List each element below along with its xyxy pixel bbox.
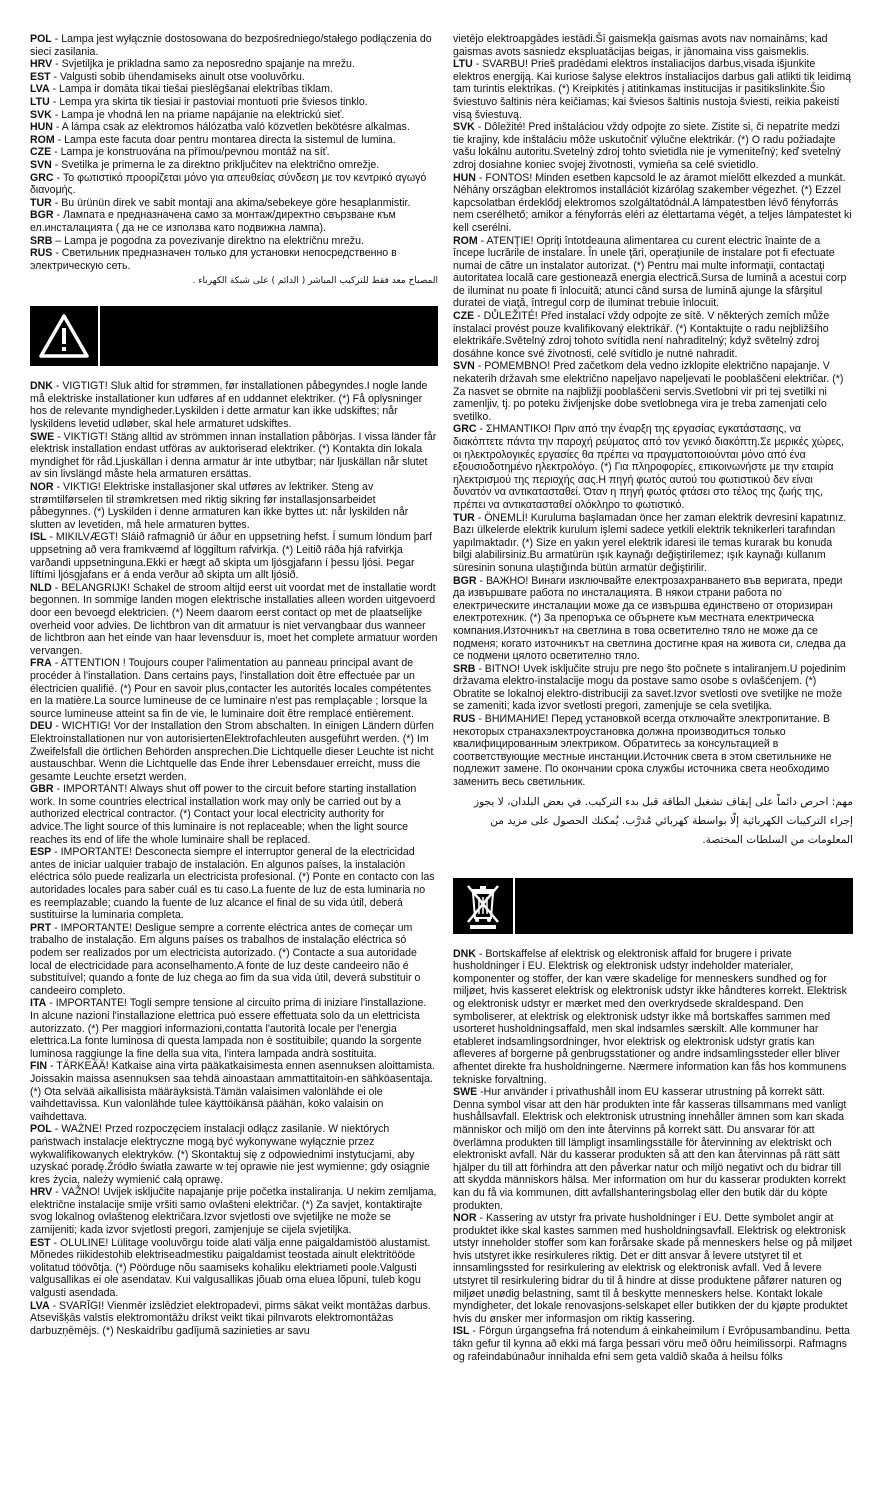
paragraph: - BITNO! Uvek isključite struju pre nego što počnete s intaliranjem.U pojedinim državama elektro-instalacije mogu da postave samo osobe s ovlašćenjem. (*) Obratite se lokalnoj elektro-distribuciji za savet.Izvor svetlosti ove svetiljke ne može se zameniti; kada izvor svetlosti pregori, zamenjuje se cela svetiljka.	[453, 662, 846, 713]
paragraph: - WICHTIG! Vor der Installation den Strom abschalten. In einigen Ländern dürfen Elektroinstallationen nur von autorisiertenElektrofachleuten ausgeführt werden. (*) Im Zweifelsfall die örtlichen Behörden ansprechen.Die Lichtquelle dieser Leuchte ist nicht austauschbar. Wenn die Lichtquelle das Ende ihrer Lebensdauer erreicht, muss die gesamte Leuchte ersetzt werden.	[30, 720, 434, 783]
paragraph: - VIKTIG! Elektriske installasjoner skal utføres av lektriker. Steng av strømtilførselen til strømkretsen med riktig sikring før installasjonsarbeidet påbegynnes. (*) Lyskilden i denne armaturen kan ikke byttes ut: når lyskilden når slutten av levetiden, må hele armaturen byttes.	[30, 481, 409, 531]
paragraph: - VAŽNO! Uvijek isključite napajanje prije početka instaliranja. U nekim zemljama, električne instalacije smije vršiti samo ovlašteni električar. (*) Za savjet, kontaktirajte svog lokalnog ovlaštenog električara.Izvor svjetlosti ove svjetiljke ne može se zamijeniti; kada izvor svjetlosti pregori, zamjenjuje se cijela svjetiljka.	[30, 1186, 437, 1237]
language-code: SVN	[30, 158, 52, 171]
language-code: DNK	[30, 380, 53, 393]
left-column	[30, 0, 438, 1337]
warning-banner	[30, 306, 438, 366]
language-code: LVA	[30, 1299, 50, 1312]
notice-text: - Το φωτιστικό προορίζεται μόνο για απευθείας σύνδεση με τον κεντρικό αγωγό διανομής.	[30, 171, 427, 197]
warning-text	[453, 172, 853, 235]
language-code: RUS	[30, 247, 53, 260]
notice-text: - Lampa je vhodná len na priame napájanie na elektrickú sieť.	[51, 108, 345, 121]
notice	[30, 109, 438, 122]
notice	[30, 146, 438, 159]
warning-text	[453, 423, 853, 511]
language-code: GBR	[30, 783, 54, 796]
warning-text	[453, 121, 853, 171]
installation-warnings	[30, 380, 438, 1337]
language-code: HRV	[30, 1186, 53, 1199]
paragraph: - ATENŢIE! Opriţi întotdeauna alimentarea cu curent electric înainte de a începe lucrările de instalare. În unele ţări, operaţiunile de instalare pot fi efectuate numai de către un instalator autorizat. (*) Pentru mai multe informaţii, contactaţi autoritatea locală care gestionează energia electrică.Sursa de lumină a acestui corp de iluminat nu poate fi înlocuită; atunci când sursa de lumină ajunge la sfârşitul duratei de viaţă, întregul corp de iluminat trebuie înlocuit.	[453, 234, 847, 310]
language-code: GRC	[453, 423, 477, 436]
notice-text: - Lampa este facuta doar pentru montarea directa la sistemul de lumina.	[54, 133, 396, 146]
notice	[30, 71, 438, 84]
warning-text	[453, 58, 853, 121]
notice-text: - Светильник предназначен только для установки непосредственно в электрическую сеть.	[30, 247, 397, 272]
paragraph: - ВНИМАНИЕ! Перед установкой всегда отключайте электропитание. В некоторых странахэлектроустановка должна производиться только квалифицированным электриком. Обратитесь за консультацией в соответствующие местные инстанции.Источник света в этом светильнике не подлежит замене. По окончании срока службы источника света необходимо заменить весь светильник.	[453, 713, 832, 789]
language-code: BGR	[453, 574, 477, 587]
language-code: FIN	[30, 1060, 48, 1073]
notice	[30, 83, 438, 96]
warning-text	[30, 922, 438, 998]
paragraph: - BELANGRIJK! Schakel de stroom altijd eerst uit voordat met de installatie wordt begonnen. In sommige landen mogen elektrische installaties alleen worden uitgevoerd door een bevoegd elektricien. (*) Neem daarom eerst contact op met de plaatselijke overheid voor advies. De lichtbron van dit armatuur is niet vervangbaar dus wanneer de lichtbron aan het einde van haar levensduur is, moet het complete armatuur worden vervangen.	[30, 581, 438, 657]
paragraph: - Kassering av utstyr fra private husholdninger i EU. Dette symbolet angir at produktet ikke skal kastes sammen med husholdningsavfall. Elektrisk og elektronisk utstyr inneholder stoffer som kan forårsake skade på menneskers helse og på miljøet hvis utstyret ikke resirkuleres riktig. Det er ditt ansvar å levere utstyret til et innsamlingssted for resirkulering av elektrisk og elektronisk avfall. Ved å levere utstyret til resirkulering bidrar du til å hindre at disse produktene påfører naturen og miljøet unødig belastning, samt til å beskytte menneskers helse. Kontakt lokale myndigheter, det lokale renovasjons-selskapet eller butikken der du kjøpte produktet hvis du ønsker mer informasjon om riktig kassering.	[453, 1212, 853, 1325]
language-code: SWE	[453, 1086, 478, 1099]
language-code: GRC	[30, 171, 54, 184]
warning-text	[453, 663, 853, 713]
language-code: BGR	[30, 209, 54, 222]
language-code: ROM	[30, 133, 55, 146]
warning-text	[30, 481, 438, 531]
weee-banner	[453, 878, 853, 934]
paragraph: - ΣΗΜΑΝΤΙΚΟ! Πριν από την έναρξη της εργασίας εγκατάστασης, να διακόπτετε πάντα την παροχή ρεύματος από τον γενικό διακόπτη.Σε μερικές χώρες, οι ηλεκτρολογικές εργασίες θα πρέπει να πραγματοποιούνται μόνο από ένα εξουσιοδοτημένο ηλεκτρολόγο. (*) Για πληροφορίες, επικοινωνήστε με την εταιρία ηλεκτρισμού της περιοχής σας.Η πηγή φωτός αυτού του φωτιστικού δεν είναι δυνατόν να αντικατασταθεί. Όταν η πηγή φωτός φτάσει στο τέλος της ζωής της, πρέπει να αντικατασταθεί ολόκληρο το φωτιστικό.	[453, 423, 844, 511]
language-code: PRT	[30, 921, 52, 934]
language-code: SVN	[453, 360, 475, 373]
notice	[30, 96, 438, 109]
paragraph: - Förgun úrgangsefna frá notendum á einkaheimilum í Evrópusambandinu. Þetta tákn gefur til kynna að ekki má farga þessari vöru með öðru heimilissorpi. Rafmagns og rafeindabúnaður innihalda efni sem geta valdið skaða á heilsu fólks	[453, 1325, 850, 1363]
weee-icon-box	[453, 878, 515, 934]
language-code: POL	[30, 33, 52, 45]
paragraph: - IMPORTANT! Always shut off power to the circuit before starting installation work. In some countries electrical installation work may only be carried out by a authorized electrical contractor. (*) Contact your local electricity authority for advice.The light source of this luminaire is not replaceable; when the light source reaches its end of life the whole luminaire shall be replaced.	[30, 783, 417, 846]
language-code: SRB	[453, 662, 476, 675]
warning-text	[30, 1300, 438, 1338]
language-code: TUR	[453, 511, 475, 524]
notice-text: - Lempa yra skirta tik tiesiai ir pastoviai montuoti prie šviesos tinklo.	[49, 95, 368, 108]
notice-text: - Bu ürünün direk ve sabit montaji ana akima/sebekeye göre hesaplanmistir.	[51, 196, 411, 209]
right-column	[453, 0, 853, 1363]
disposal-text	[453, 1212, 853, 1325]
warning-triangle-icon	[38, 313, 90, 359]
language-code: CZE	[453, 310, 475, 323]
language-code: SVK	[453, 121, 475, 134]
language-code: LTU	[30, 95, 50, 108]
paragraph: - DŮLEŽITÉ! Před instalací vždy odpojte ze sítě. V některých zemích může instalaci provést pouze kvalifikovaný elektrikář. (*) Kontaktujte o radu nejbližšího elektrikáře.Světelný zdroj tohoto svítidla není nahraditelný; když světelný zdroj dosáhne konce své životnosti, celé svítidlo je nutné nahradit.	[453, 310, 830, 360]
language-code: EST	[30, 70, 51, 83]
warning-icon-box	[30, 306, 100, 366]
paragraph: vietējo elektroapgādes iestādi.Šī gaismekļa gaismas avots nav nomaināms; kad gaismas avots sasniedz ekspluatācijas beigas, ir jānomaina viss gaismeklis.	[453, 33, 828, 58]
arabic-warning: مهم: احرص دائماً على إيقاف تشغيل الطاقة قبل بدء التركيب. في بعض البلدان، لا يجوز إجراء التركيبات الكهربائية إلّا بواسطة كهربائي مُدرَّب. يُمكنك الحصول على مزيد من المعلومات من السلطات المختصة.	[473, 795, 853, 846]
paragraph: - IMPORTANTE! Desconecta siempre el interruptor general de la electricidad antes de iniciar ualquier trabajo de instalación. En algunos países, la instalación eléctrica sólo puede realizarla un electricista profesional. (*) Ponte en contacto con las autoridades locales para saber cuál es tu caso.La fuente de luz de esta luminaria no es reemplazable; cuando la fuente de luz alcance el final de su vida útil, deberá sustituirse la luminaria completa.	[30, 846, 435, 922]
paragraph: - ATTENTION ! Toujours couper l'alimentation au panneau principal avant de procéder à l'installation. Dans certains pays, l'installation doit être effectuée par un électricien qualifié. (*) Pour en savoir plus,contacter les autorités locales compétentes en la matière.La source lumineuse de ce luminaire n'est pas remplaçable ; lorsque la source lumineuse atteint sa fin de vie, le luminaire doit être remplacé entièrement.	[30, 657, 431, 720]
warning-text	[453, 235, 853, 311]
warning-text	[30, 1060, 438, 1123]
paragraph: - FONTOS! Minden esetben kapcsold le az áramot mielőtt elkezded a munkát. Néhány országban elektromos installációt kizárólag szakember végezhet. (*) Ezzel kapcsolatban érdeklődj elektromos szolgáltatódnál.A lámpatestben lévő fényforrás nem cserélhető; amikor a fényforrás eléri az élettartama végét, a teljes lámpatestet ki kell cserélni.	[453, 171, 852, 234]
language-code: HUN	[30, 121, 53, 134]
language-code: POL	[30, 1123, 52, 1136]
paragraph: - WAŻNE! Przed rozpoczęciem instalacji odłącz zasilanie. W niektórych państwach instalacje elektryczne mogą być wykonywane wyłącznie przez wykwalifikowanych elektryków. (*) Skontaktuj się z odpowiednimi instytucjami, aby uzyskać poradę.Źródło światła zawarte w tej oprawie nie jest wymienne; gdy osiągnie kres życia, należy wymienić całą oprawę.	[30, 1123, 430, 1186]
warning-text	[453, 512, 853, 575]
installation-warnings-continued	[453, 33, 853, 850]
notice-text: - Лампата е предназначена само за монтаж/директно свързване към ел.инсталацията ( да не се използва като подвижна лампа).	[30, 209, 396, 234]
paragraph: - POMEMBNO! Pred začetkom dela vedno izklopite električno napajanje. V nekaterih državah sme električno napeljavo napeljevati le pooblaščeni električar. (*) Za nasvet se obrnite na najbližji pooblaščeni servis.Svetlobni vir pri tej svetilki ni zamenljiv, tj. po poteku življenjske dobe svetlobnega vira je treba zamenjati celo svetilko.	[453, 360, 844, 423]
paragraph: - IMPORTANTE! Desligue sempre a corrente eléctrica antes de começar um trabalho de instalação. Em alguns países os trabalhos de instalação eléctrica só podem ser realizados por um electricista autorizado. (*) Contacte a sua autoridade local de electricidade para aconselhamento.A fonte de luz deste candeeiro não é substituível; quando a fonte de luz chega ao fim da sua vida útil, deverá substituir o candeeiro completo.	[30, 921, 421, 997]
paragraph: - ÖNEMLİ! Kuruluma başlamadan önce her zaman elektrik devresini kapatınız. Bazı ülkelerde elektrik kurulum işlemi sadece yetkili elektrik teknikerleri tarafından yapılmaktadır. (*) Size en yakın yerel elektrik idaresi ile temas kurarak bu konuda bilgi alabilirsiniz.Bu armatürün ışık kaynağı değiştirilemez; ışık kaynağı kullanım süresinin sonuna ulaştığında bütün armatür değiştirilir.	[453, 511, 847, 574]
paragraph: - Bortskaffelse af elektrisk og elektronisk affald for brugere i private husholdninger i EU. Elektrisk og elektronisk udstyr indeholder materialer, komponenter og stoffer, der kan være skadelige for menneskers sundhed og for miljøet, hvis kasseret elektrisk og elektronisk udstyr ikke håndteres korrekt. Elektrisk og elektronisk udstyr er mærket med den overkrydsede skraldespand. Den symboliserer, at elektrisk og elektronisk udstyr ikke må bortskaffes sammen med usorteret husholdningsaffald, men skal indsamles særskilt. Alle kommuner har etableret indsamlingsordninger, hvor elektrisk og elektronisk udstyr gratis kan afleveres af borgerne på genbrugsstationer og andre indsamlingssteder eller bliver afhentet direkte fra husholdningerne. Nærmere information kan fås hos kommunens tekniske forvaltning.	[453, 947, 847, 1086]
warning-text	[30, 657, 438, 720]
warning-text	[30, 531, 438, 581]
weee-disposal-notices	[453, 948, 853, 1364]
warning-text	[453, 33, 853, 58]
paragraph: - VIKTIGT! Stäng alltid av strömmen innan installation påbörjas. I vissa länder får elektrisk installation endast utföras av auktoriserad elektriker. (*) Kontakta din lokala myndighet för råd.Ljuskällan i denna armatur är inte utbytbar; när ljuskällan når slutet av sin livslängd måste hela armaturen ersättas.	[30, 430, 437, 481]
notice-text: - Valgusti sobib ühendamiseks ainult otse vooluvõrku.	[50, 70, 305, 83]
paragraph: - ВАЖНО! Винаги изключвайте електрозахранването във веригата, преди да извършвате работа по инсталацията. В някои страни работа по електрическите инсталации може да се извършва единствено от оторизиран електротехник. (*) За препоръка се обърнете към местната електрическа компания.Източникът на светлина в това осветително тяло не може да се подменя; когато източникът на светлина достигне края на живота си, следва да се подмени цялото осветително тяло.	[453, 574, 846, 663]
language-code: NOR	[453, 1212, 477, 1225]
paragraph: - VIGTIGT! Sluk altid for strømmen, før installationen påbegyndes.I nogle lande må elektriske installationer kun udføres af en uddannet elektriker. (*) Få oplysninger hos de relevante myndigheder.Lyskilden i dette armatur kan ikke udskiftes; når lyskildens levetid udløber, skal hele armaturet udskiftes.	[30, 380, 428, 431]
notice	[30, 58, 438, 71]
language-code: LVA	[30, 83, 50, 96]
warning-text	[453, 713, 853, 789]
warning-text	[453, 310, 853, 360]
notice	[30, 121, 438, 134]
warning-text	[30, 783, 438, 846]
paragraph: -Hur använder i privathushåll inom EU kasserar utrustning på korrekt sätt. Denna symbol visar att den här produkten inte får kasseras tillsammans med vanligt hushållsavfall. Elektrisk och elektronisk utrustning innehåller ämnen som kan skada människor och miljö om den inte återvinns på korrekt sätt. Du ansvarar för att överlämna produkten till lämpligt insamlingsställe för återvinning av elektriskt och elektroniskt avfall. När du kasserar produkten så att den kan återvinnas på rätt sätt hjälper du till att förhindra att den påverkar natur och miljö negativt och du bidrar till att skydda människors hälsa. Mer information om hur du kasserar produkten korrekt kan du få via kommunen, ditt avfallshanteringsbolag eller den butik där du köpte produkten.	[453, 1086, 847, 1212]
language-code: ESP	[30, 846, 52, 859]
language-code: SVK	[30, 108, 52, 121]
warning-text	[30, 380, 438, 430]
notice-text: - Svjetiljka je prikladna samo za neposredno spajanje na mrežu.	[52, 58, 355, 71]
language-code: DNK	[453, 947, 476, 960]
language-code: EST	[30, 1236, 51, 1249]
notice-text: – Lampa je pogodna za povezivanje direktno na električnu mrežu.	[52, 234, 364, 247]
notice	[30, 33, 438, 58]
warning-text	[453, 360, 853, 423]
paragraph: - OLULINE! Lülitage vooluvõrgu toide alati välja enne paigaldamistöö alustamist. Mõnedes riikidestohib elektriseadmestiku paigaldamist teostada ainult elektritööde volitatud töövõtja. (*) Pöörduge nõu saamiseks kohaliku elektriameti poole.Valgusti valgusallikas ei ole asendatav. Kui valgusallikas jõuab oma eluea lõpuni, tuleb kogu valgusti asendada.	[30, 1236, 431, 1300]
warning-text	[30, 1237, 438, 1300]
notice-text: - Lampa jest wyłącznie dostosowana do bezpośredniego/stałego podłączenia do sieci zasilania.	[30, 33, 432, 58]
language-code: SRB	[30, 234, 53, 247]
warning-text	[30, 997, 438, 1060]
paragraph: - Dôležité! Pred inštaláciou vždy odpojte zo siete. Zistite si, či nepatríte medzi tie krajiny, kde inštaláciu môže uskutočniť výlučne elektrikár. (*) O radu požiadajte vašu lokálnu autoritu.Svetelný zdroj tohto svietidla nie je vymeniteľný; keď svetelný zdroj dosiahne koniec svojej životnosti, vymieňa sa celé svietidlo.	[453, 121, 841, 171]
disposal-text	[453, 1325, 853, 1363]
language-code: ROM	[453, 234, 478, 247]
notice	[30, 197, 438, 210]
language-code: HRV	[30, 58, 53, 71]
notice	[30, 209, 438, 234]
language-code: NLD	[30, 581, 52, 594]
notice-text: - Lampa je konstruována na přímou/pevnou montáž na síť.	[51, 146, 330, 159]
direct-connection-notices	[30, 33, 438, 288]
language-code: ISL	[30, 531, 47, 544]
notice-text: - A lámpa csak az elektromos hálózatba való közvetlen bekötésre alkalmas.	[52, 121, 410, 134]
language-code: RUS	[453, 713, 476, 726]
notice	[30, 159, 438, 172]
language-code: TUR	[30, 196, 52, 209]
paragraph: - SVARĪGI! Vienmēr izslēdziet elektropadevi, pirms sākat veikt montāžas darbus. Atsevišķās valstīs elektromontāžu drīkst veikt tikai pilnvarots elektromontāžas darbuzņēmējs. (*) Neskaidrību gadījumā sazinieties ar savu	[30, 1299, 431, 1337]
warning-text	[30, 582, 438, 658]
paragraph: - SVARBU! Prieš pradėdami elektros instaliacijos darbus,visada išjunkite elektros energiją. Kai kuriose šalyse elektros instaliacijos darbus gali atlikti tik leidimą tam turintis elektrikas. (*) Kreipkitės į atitinkamas institucijas ir pasitikslinkite.Šio šviestuvo šaltinis nėra keičiamas; kai šviesos šaltinis nustoja šviesti, reikia pakeisti visą šviestuvą.	[453, 58, 852, 121]
language-code: FRA	[30, 657, 52, 670]
warning-text	[30, 431, 438, 481]
warning-text	[30, 1186, 438, 1236]
language-code: NOR	[30, 481, 54, 494]
language-code: SWE	[30, 430, 55, 443]
notice	[30, 134, 438, 147]
disposal-text	[453, 948, 853, 1087]
language-code: ITA	[30, 997, 47, 1010]
paragraph: - TÄRKEÄÄ! Katkaise aina virta pääkatkaisimesta ennen asennuksen aloittamista. Joissakin maissa asennuksen saa tehdä ainoastaan ammattitaitoin-en sähköasentaja. (*) Ota selvää aikallisista määräyksistä.Tämän valaisimen valonlähde ei ole vaihdettavissa. Kun valonlähde tulee käyttöikänsä päähän, koko valaisin on vaihdettava.	[30, 1060, 435, 1123]
notice	[30, 235, 438, 248]
warning-text	[30, 846, 438, 922]
language-code: HUN	[453, 171, 476, 184]
paragraph: - MIKILVÆGT! Sláið rafmagnið úr áður en uppsetning hefst. Í sumum löndum þarf uppsetning að vera framkvæmd af löggiltum rafvirkja. (*) Leitið ráða hjá rafvirkja varðandi uppsetninguna.Ekki er hægt að skipta um ljósgjafann í þessu ljósi. Þegar líftími ljósgjafans er á enda verður að skipta um allt ljósið.	[30, 531, 432, 582]
notice-text: - Lampa ir domāta tikai tiešai pieslēgšanai elektrības tīklam.	[49, 83, 333, 96]
notice-text: - Svetilka je primerna le za direktno priključitev na električno omrežje.	[51, 158, 380, 171]
warning-text	[453, 575, 853, 663]
language-code: CZE	[30, 146, 52, 159]
language-code: DEU	[30, 720, 53, 733]
warning-text	[30, 720, 438, 783]
notice	[30, 172, 438, 197]
language-code: LTU	[453, 58, 473, 71]
warning-text	[30, 1123, 438, 1186]
paragraph: - IMPORTANTE! Togli sempre tensione al circuito prima di iniziare l'installazione. In alcune nazioni l'installazione elettrica può essere effettuata solo da un elettricista autorizzato. (*) Per maggiori informazioni,contatta l'autorità locale per l'energia elettrica.La fonte luminosa di questa lampada non è sostituibile; quando la sorgente luminosa raggiunge la fine della sua vita, l'intera lampada andrà sostituita.	[30, 997, 427, 1060]
disposal-text	[453, 1086, 853, 1212]
arabic-notice: المصباح معد فقط للتركيب المباشر ( الدائم ) على شبكة الكهرباء .	[192, 276, 438, 287]
notice	[30, 247, 438, 272]
crossed-out-wheelie-bin-icon	[463, 882, 503, 930]
language-code: ISL	[453, 1325, 470, 1338]
